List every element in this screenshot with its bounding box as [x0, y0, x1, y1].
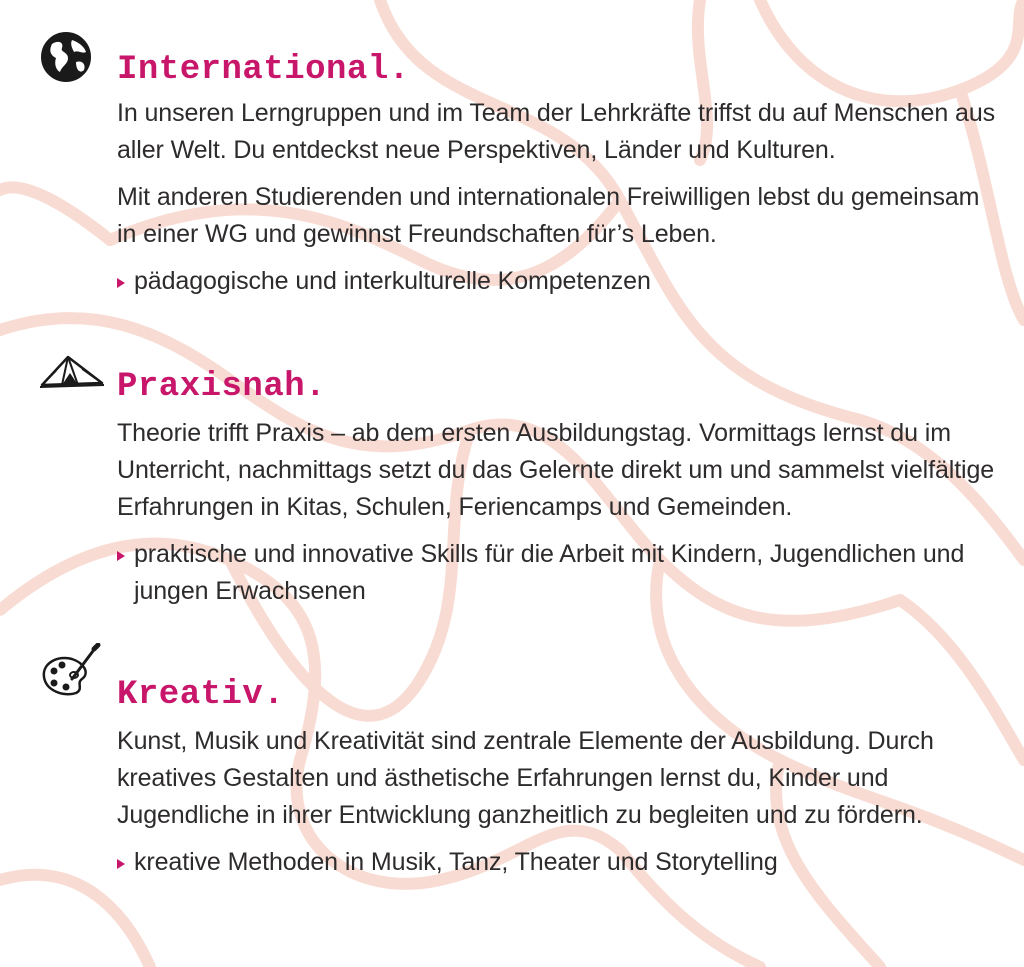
tent-icon [38, 345, 104, 401]
bullet-text: kreative Methoden in Musik, Tanz, Theater und Storytelling [134, 848, 778, 876]
bullet-item [117, 844, 997, 881]
paragraph: Theorie trifft Praxis – ab dem ersten Ausbildungstag. Vormittags lernst du im Unterricht, nachmittags setzt du das Gelernte direkt um und sammelst vielfältige Erfahrungen in Kitas, Schulen, Feriencamps und Gemeinden. [117, 419, 995, 521]
paragraph: Kunst, Musik und Kreativität sind zentrale Elemente der Ausbildung. Durch kreatives Gestalten und ästhetische Erfahrungen lernst du, Kinder und Jugendliche in ihrer Entwicklung ganzheitlich zu begleiten und zu fördern. [117, 727, 934, 829]
bullet-item [117, 536, 997, 610]
bullet-text: praktische und innovative Skills für die Arbeit mit Kindern, Jugendlichen und jungen Erwachsenen [134, 540, 965, 605]
section-body [117, 723, 997, 881]
section-title: Kreativ. [117, 676, 285, 714]
bullet-item [117, 263, 997, 300]
bullet-triangle-icon [117, 859, 125, 869]
section-body [117, 415, 997, 610]
bullet-text: pädagogische und interkulturelle Kompetenzen [134, 267, 651, 295]
paint-palette-icon [38, 643, 104, 699]
globe-icon [38, 30, 104, 86]
section-body [117, 95, 997, 300]
paragraph: Mit anderen Studierenden und internationalen Freiwilligen lebst du gemeinsam in einer WG und gewinnst Freundschaften für’s Leben. [117, 183, 980, 248]
section-title: Praxisnah. [117, 368, 327, 406]
bullet-triangle-icon [117, 551, 125, 561]
section-title: International. [117, 51, 410, 89]
paragraph: In unseren Lerngruppen und im Team der Lehrkräfte triffst du auf Menschen aus aller Welt. Du entdeckst neue Perspektiven, Länder und Kulturen. [117, 99, 996, 164]
bullet-triangle-icon [117, 278, 125, 288]
